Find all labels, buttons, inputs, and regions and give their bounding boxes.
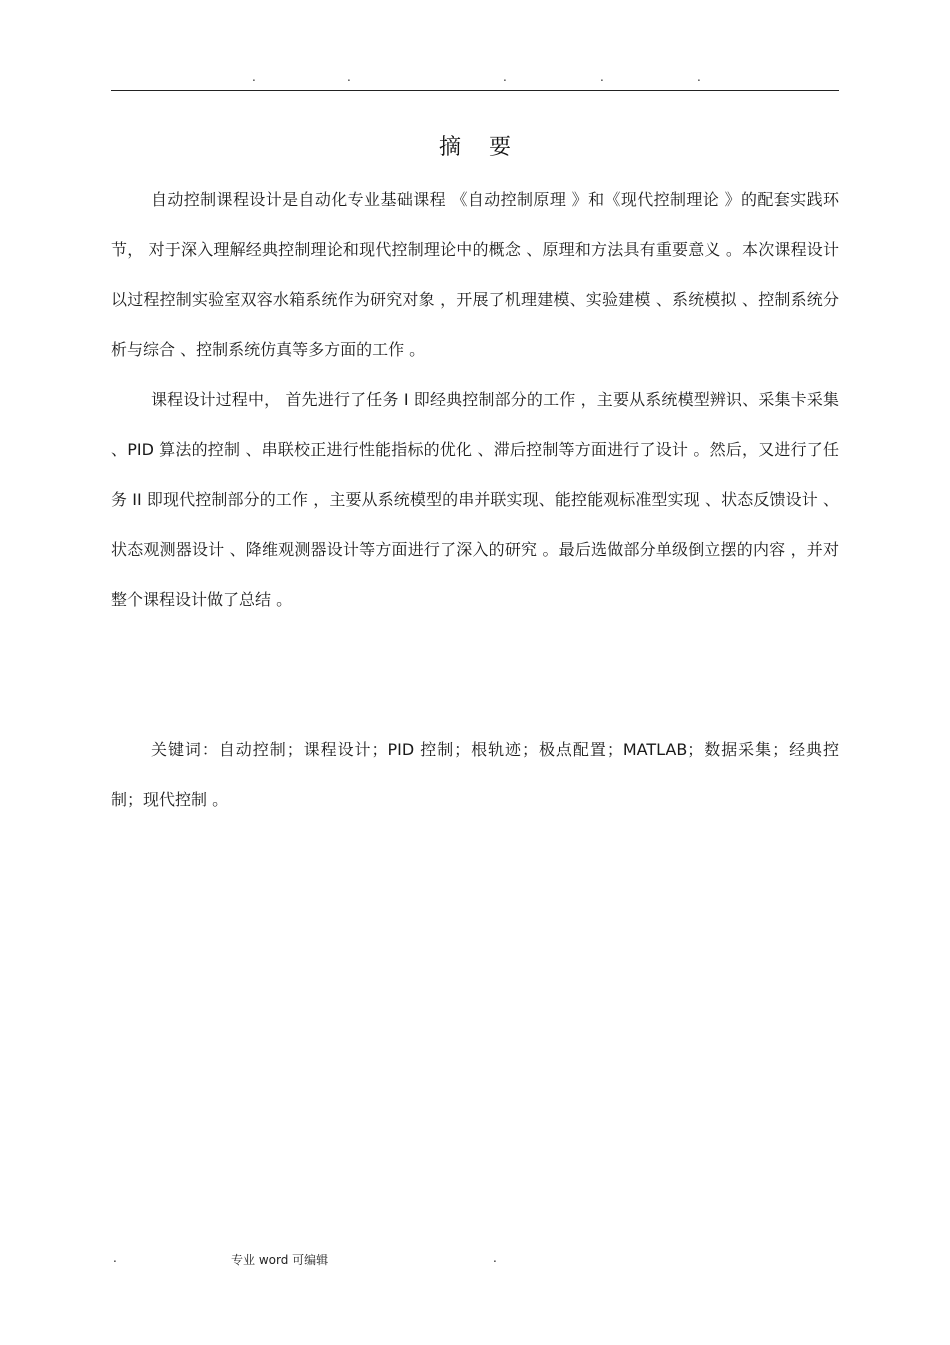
- footer-left-dot: .: [113, 1251, 117, 1265]
- page-footer: [0, 1251, 950, 1271]
- abstract-body: [111, 175, 839, 825]
- spacer: [111, 625, 839, 725]
- footer-right-dot: .: [493, 1251, 497, 1265]
- header-dot: .: [252, 70, 256, 84]
- abstract-paragraph: 自动控制课程设计是自动化专业基础课程 《自动控制原理 》和《现代控制理论 》的配套实践环节， 对于深入理解经典控制理论和现代控制理论中的概念 、原理和方法具有重要意义 。本次课程设计以过程控制实验室双容水箱系统作为研究对象 ，开展了机理建模、实验建模 、系统模拟 、控制系统分析与综合 、控制系统仿真等多方面的工作 。: [111, 190, 839, 359]
- header-dot: .: [503, 70, 507, 84]
- abstract-paragraph: 课程设计过程中， 首先进行了任务 I 即经典控制部分的工作 ，主要从系统模型辨识、采集卡采集 、PID 算法的控制 、串联校正进行性能指标的优化 、滞后控制等方面进行了设计 。然后，又进行了任务 II 即现代控制部分的工作 ，主要从系统模型的串并联实现、能控能观标准型实现 、状态反馈设计 、状态观测器设计 、降维观测器设计等方面进行了深入的研究 。最后选做部分单级倒立摆的内容 ，并对整个课程设计做了总结 。: [111, 390, 839, 609]
- page-header-dots: [0, 70, 950, 86]
- header-dot: .: [697, 70, 701, 84]
- keywords-paragraph: 关键词：自动控制；课程设计；PID 控制；根轨迹；极点配置；MATLAB；数据采集；经典控制；现代控制 。: [111, 740, 839, 809]
- page-title: 摘要: [438, 135, 539, 160]
- header-dot: .: [347, 70, 351, 84]
- header-divider: [111, 90, 839, 91]
- header-dot: .: [600, 70, 604, 84]
- footer-label: 专业 word 可编辑: [231, 1253, 329, 1267]
